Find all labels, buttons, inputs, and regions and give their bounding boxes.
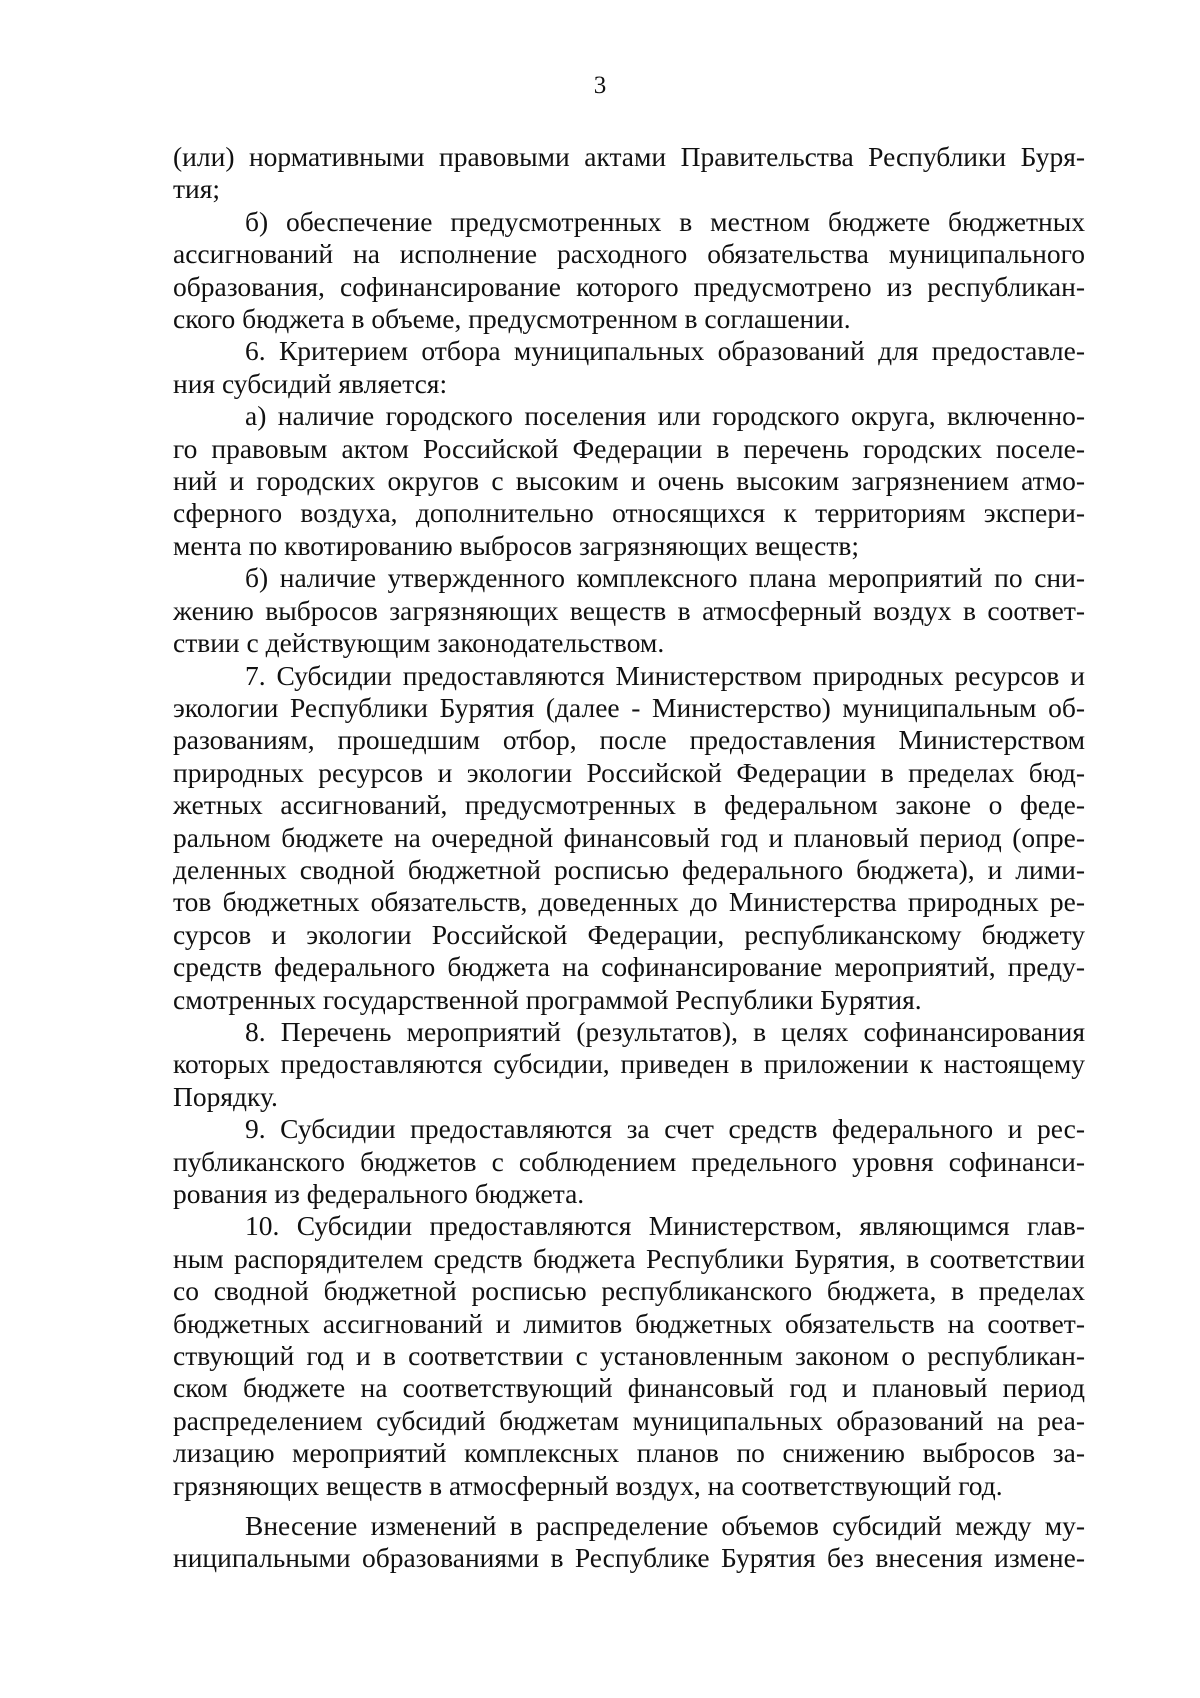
- text-line: го правовым актом Российской Федерации в перечень городских поселе-: [173, 432, 1085, 464]
- text-line: 9. Субсидии предоставляются за счет средств федерального и рес-: [245, 1113, 1085, 1145]
- text-line: ний и городских округов с высоким и очень высоким загрязнением атмо-: [173, 465, 1085, 497]
- text-line: ниципальными образованиями в Республике Бурятия без внесения измене-: [173, 1542, 1085, 1574]
- text-line: ассигнований на исполнение расходного обязательства муниципального: [173, 238, 1085, 270]
- text-line: (или) нормативными правовыми актами Правительства Республики Буря-: [173, 141, 1085, 172]
- text-line: публиканского бюджетов с соблюдением предельного уровня софинанси-: [173, 1145, 1085, 1177]
- text-line: Порядку.: [173, 1080, 278, 1112]
- text-line: образования, софинансирование которого предусмотрено из республикан-: [173, 270, 1085, 302]
- text-line: ского бюджета в объеме, предусмотренном в соглашении.: [173, 303, 851, 335]
- text-line: экологии Республики Бурятия (далее - Министерство) муниципальным об-: [173, 691, 1085, 723]
- text-line: смотренных государственной программой Республики Бурятия.: [173, 983, 922, 1015]
- text-line: средств федерального бюджета на софинансирование мероприятий, преду-: [173, 951, 1085, 983]
- text-line: тия;: [173, 173, 221, 205]
- document-body: [173, 141, 1085, 1575]
- text-line: распределением субсидий бюджетам муниципальных образований на реа-: [173, 1404, 1085, 1436]
- text-line: сурсов и экологии Российской Федерации, республиканскому бюджету: [173, 918, 1085, 950]
- text-line: бюджетных ассигнований и лимитов бюджетных обязательств на соответ-: [173, 1307, 1085, 1339]
- text-line: 7. Субсидии предоставляются Министерством природных ресурсов и: [245, 659, 1085, 691]
- text-line: 8. Перечень мероприятий (результатов), в целях софинансирования: [245, 1015, 1085, 1047]
- text-line: ральном бюджете на очередной финансовый год и плановый период (опре-: [173, 821, 1085, 853]
- text-line: 6. Критерием отбора муниципальных образований для предоставле-: [245, 335, 1085, 367]
- text-line: ния субсидий является:: [173, 367, 448, 399]
- text-line: разованиям, прошедшим отбор, после предоставления Министерством: [173, 724, 1085, 756]
- text-line: сферного воздуха, дополнительно относящихся к территориям экспери-: [173, 497, 1085, 529]
- text-line: ствии с действующим законодательством.: [173, 627, 665, 659]
- text-line: б) обеспечение предусмотренных в местном бюджете бюджетных: [245, 205, 1085, 237]
- text-line: которых предоставляются субсидии, приведен в приложении к настоящему: [173, 1048, 1085, 1080]
- text-line: ском бюджете на соответствующий финансовый год и плановый период: [173, 1372, 1085, 1404]
- text-line: природных ресурсов и экологии Российской Федерации в пределах бюд-: [173, 756, 1085, 788]
- text-line: тов бюджетных обязательств, доведенных до Министерства природных ре-: [173, 886, 1085, 918]
- text-line: ным распорядителем средств бюджета Республики Бурятия, в соответствии: [173, 1242, 1085, 1274]
- text-line: ствующий год и в соответствии с установленным законом о республикан-: [173, 1340, 1085, 1372]
- text-line: Внесение изменений в распределение объемов субсидий между му-: [245, 1510, 1085, 1542]
- text-line: деленных сводной бюджетной росписью федерального бюджета), и лими-: [173, 853, 1085, 885]
- text-line: жетных ассигнований, предусмотренных в федеральном законе о феде-: [173, 789, 1085, 821]
- text-line: жению выбросов загрязняющих веществ в атмосферный воздух в соответ-: [173, 594, 1085, 626]
- text-line: мента по квотированию выбросов загрязняющих веществ;: [173, 529, 859, 561]
- text-line: грязняющих веществ в атмосферный воздух, на соответствующий год.: [173, 1469, 1003, 1501]
- text-line: а) наличие городского поселения или городского округа, включенно-: [245, 400, 1085, 432]
- text-line: 10. Субсидии предоставляются Министерством, являющимся глав-: [245, 1210, 1085, 1242]
- text-line: б) наличие утвержденного комплексного плана мероприятий по сни-: [245, 562, 1085, 594]
- text-line: лизацию мероприятий комплексных планов по снижению выбросов за-: [173, 1437, 1085, 1469]
- text-line: со сводной бюджетной росписью республиканского бюджета, в пределах: [173, 1275, 1085, 1307]
- page-number: 3: [593, 72, 607, 99]
- text-line: рования из федерального бюджета.: [173, 1178, 585, 1209]
